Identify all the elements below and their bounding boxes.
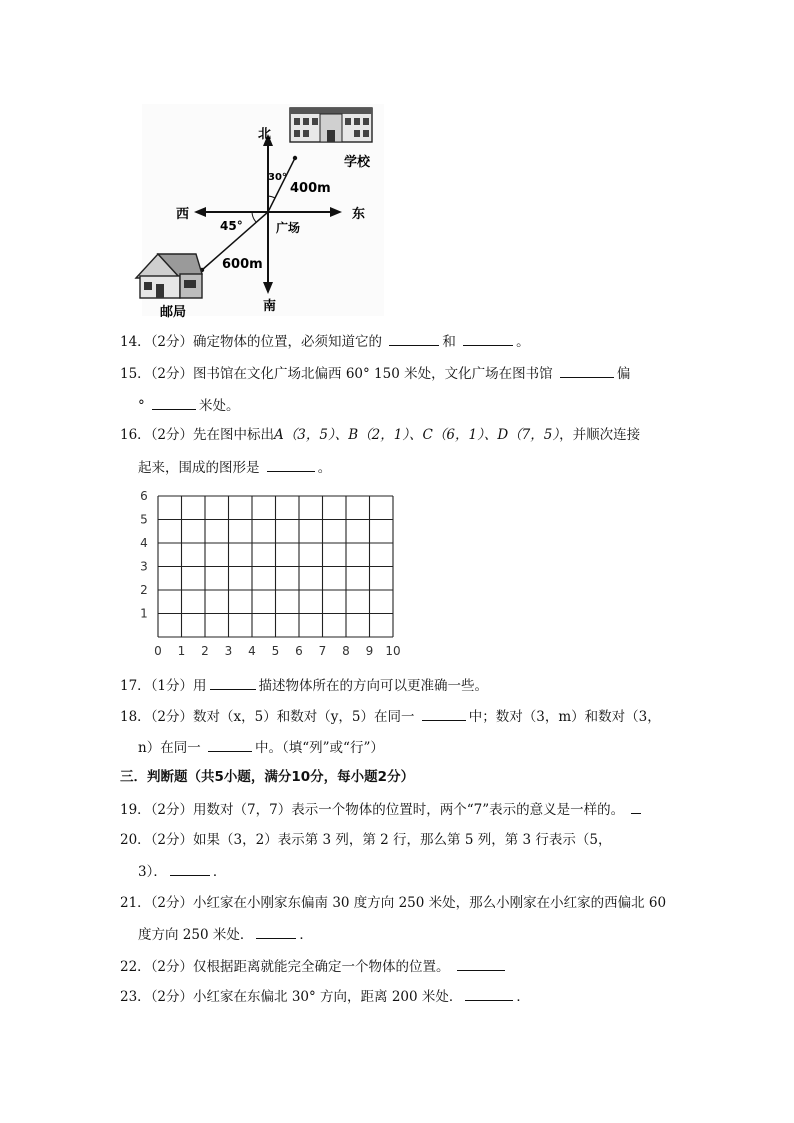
school-point — [293, 156, 297, 160]
grid-x-tick-label: 9 — [365, 644, 374, 658]
grid-x-tick-label: 2 — [201, 644, 209, 658]
answer-blank[interactable] — [457, 956, 505, 971]
question-number: 18． — [120, 709, 151, 725]
question-number: 19． — [120, 802, 151, 818]
question-text: 数对（x，5）和数对（y，5）在同一 — [193, 709, 415, 725]
angle-45-label: 45° — [220, 219, 243, 233]
question-text: 3）． — [138, 864, 167, 880]
question-text: ． — [516, 989, 530, 1005]
question-number: 17． — [120, 678, 151, 694]
question-score: （2分） — [150, 802, 194, 818]
question-number: 15． — [120, 366, 151, 382]
question-number: 14． — [120, 334, 151, 350]
answer-blank-1[interactable] — [389, 331, 439, 346]
question-number: 16． — [120, 427, 151, 443]
question-text: ． — [299, 927, 313, 943]
question-20 — [120, 830, 611, 850]
grid-x-tick-label: 3 — [224, 644, 233, 658]
answer-blank[interactable] — [170, 861, 210, 876]
answer-blank-2[interactable] — [208, 737, 252, 752]
question-22 — [120, 956, 508, 977]
question-text: ． — [212, 864, 227, 880]
west-label: 西 — [176, 207, 190, 222]
question-23 — [120, 986, 530, 1007]
answer-blank-2[interactable] — [152, 395, 196, 410]
question-score: （2分） — [150, 895, 194, 911]
question-text: 起来，围成的图形是 — [138, 460, 260, 476]
grid-x-tick-label: 4 — [248, 644, 256, 658]
south-label: 南 — [263, 299, 277, 314]
grid-x-tick-label: 6 — [295, 644, 303, 658]
question-text: n）在同一 — [138, 740, 201, 756]
question-score: （2分） — [150, 334, 194, 350]
grid-x-tick-label: 10 — [385, 644, 401, 658]
question-number: 20． — [120, 832, 151, 848]
grid-y-tick-label: 3 — [140, 559, 148, 574]
section-heading-3: 三．判断题（共5小题，满分10分，每小题2分） — [120, 769, 415, 785]
post-office-label: 邮局 — [160, 305, 187, 320]
grid-x-tick-label: 0 — [154, 644, 162, 658]
question-text: 。 — [317, 460, 332, 476]
question-score: （2分） — [150, 709, 194, 725]
question-score: （2分） — [150, 427, 194, 443]
question-text: 描述物体所在的方向可以更准确一些。 — [258, 678, 489, 694]
question-text: 先在图中标出 — [193, 427, 275, 443]
question-score: （2分） — [150, 989, 194, 1005]
distance-400-label: 400m — [290, 181, 331, 196]
answer-blank[interactable] — [210, 675, 256, 690]
answer-blank[interactable] — [256, 924, 296, 939]
question-text: 仅根据距离就能完全确定一个物体的位置。 — [193, 959, 450, 975]
question-text: 中；数对（3，m）和数对（3， — [468, 709, 661, 725]
question-number: 22． — [120, 959, 151, 975]
answer-blank[interactable] — [631, 799, 641, 814]
grid-x-tick-label: 7 — [318, 644, 327, 658]
question-16 — [120, 425, 640, 445]
question-score: （2分） — [150, 366, 194, 382]
distance-600-label: 600m — [222, 257, 263, 272]
question-score: （1分） — [150, 678, 194, 694]
question-18-continued — [138, 737, 384, 758]
question-19 — [120, 799, 644, 820]
grid-y-tick-label: 2 — [140, 583, 148, 597]
angle-30-label: 30° — [268, 172, 287, 183]
east-label: 东 — [352, 207, 366, 222]
north-label: 北 — [258, 127, 272, 142]
question-text: 如果（3，2）表示第 3 列，第 2 行，那么第 5 列，第 3 行表示（5， — [193, 832, 612, 848]
question-20-continued — [138, 861, 226, 882]
direction-map-figure — [130, 104, 390, 320]
school-building-icon — [290, 108, 372, 142]
question-text: 用 — [193, 678, 207, 694]
answer-blank[interactable] — [267, 457, 315, 472]
question-text: 度方向 250 米处． — [138, 927, 254, 943]
question-text: 。 — [516, 334, 530, 350]
coordinate-grid[interactable] — [130, 486, 405, 662]
grid-y-tick-label: 6 — [140, 489, 148, 503]
question-14 — [120, 331, 530, 352]
question-text: 中。（填“列”或“行”） — [255, 740, 384, 756]
grid-y-tick-label: 1 — [140, 606, 148, 621]
answer-blank-1[interactable] — [422, 706, 466, 721]
question-21-continued — [138, 924, 313, 945]
question-17 — [120, 675, 488, 696]
question-text: 米处。 — [199, 398, 240, 414]
question-score: （2分） — [150, 832, 194, 848]
question-15 — [120, 363, 630, 384]
question-text: 小红家在小刚家东偏南 30 度方向 250 米处，那么小刚家在小红家的西偏北 60 — [193, 895, 667, 911]
grid-x-tick-label: 1 — [177, 644, 186, 658]
school-label: 学校 — [344, 155, 371, 170]
question-text: 偏 — [616, 366, 631, 382]
coordinate-points: A（3，5）、B（2，1）、C（6，1）、D（7，5） — [274, 427, 560, 443]
answer-blank-1[interactable] — [560, 363, 614, 378]
question-text: ，并顺次连接 — [559, 427, 641, 443]
answer-blank[interactable] — [465, 986, 513, 1001]
question-text: 确定物体的位置，必须知道它的 — [193, 334, 383, 350]
grid-y-tick-label: 4 — [140, 536, 148, 550]
grid-y-tick-label: 5 — [140, 512, 148, 527]
question-number: 23． — [120, 989, 151, 1005]
answer-blank-2[interactable] — [463, 331, 513, 346]
question-18 — [120, 706, 661, 727]
plaza-label: 广场 — [276, 221, 301, 235]
question-text: ° — [138, 398, 145, 414]
question-text: 用数对（7，7）表示一个物体的位置时，两个“7”表示的意义是一样的。 — [193, 802, 625, 818]
question-text: 和 — [442, 334, 456, 350]
question-text: 小红家在东偏北 30° 方向，距离 200 米处． — [193, 989, 463, 1005]
question-score: （2分） — [150, 959, 194, 975]
question-21 — [120, 893, 666, 913]
question-15-continued — [138, 395, 240, 416]
question-number: 21． — [120, 895, 151, 911]
question-text: 图书馆在文化广场北偏西 60° 150 米处，文化广场在图书馆 — [193, 366, 553, 382]
grid-x-tick-label: 8 — [342, 644, 350, 658]
question-16-continued — [138, 457, 331, 478]
grid-x-tick-label: 5 — [271, 644, 280, 658]
